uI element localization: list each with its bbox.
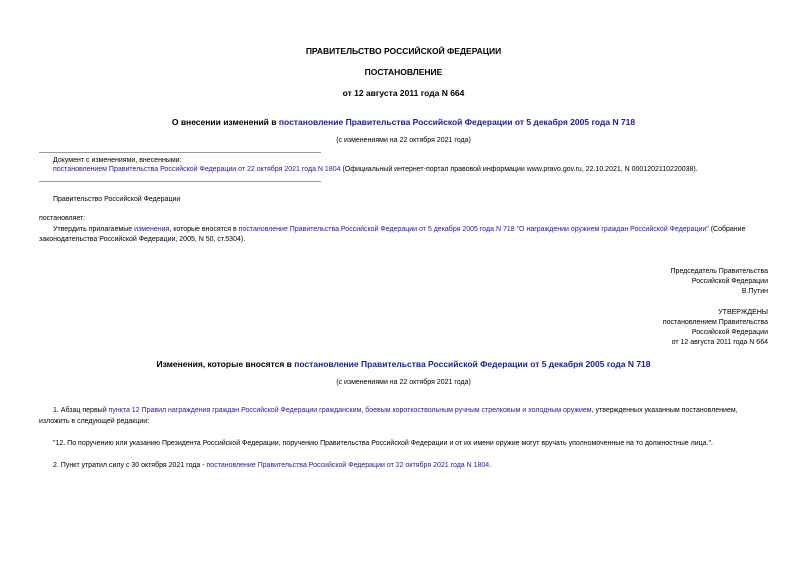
item1-line2: изложить в следующей редакции: [39,418,150,425]
item2-text-b: . [489,462,492,469]
p1-link-resolution[interactable]: постановление Правительства Российской Федерации от 5 декабря 2005 года N 718 "О награждении оружием граждан Российской Федерации" [238,226,709,233]
item1-link[interactable]: пункта 12 Правил награждения граждан Российской Федерации гражданским, боевым короткоствольным ручным стрелковым и холодным оружием [108,407,592,414]
item2 [53,462,491,469]
approved-line2: постановлением Правительства [662,319,768,326]
item2-link[interactable]: постановление Правительства Российской Федерации от 22 октября 2021 года N 1804 [206,462,490,469]
approved-line1: УТВЕРЖДЕНЫ [718,309,768,316]
approved-line4: от 12 августа 2011 года N 664 [671,339,768,346]
title-link[interactable]: постановление Правительства Российской Федерации от 5 декабря 2005 года N 718 [278,117,636,127]
resolution-para-line2: законодательства Российской Федерации, 2005, N 50, ст.5304). [39,236,246,243]
signature-line1: Председатель Правительства [670,268,768,275]
org-name: ПРАВИТЕЛЬСТВО РОССИЙСКОЙ ФЕДЕРАЦИИ [305,46,502,56]
changes-source-rest: (Официальный интернет-портал правовой информации www.pravo.gov.ru, 22.10.2021, N 0001202110220038). [340,166,698,173]
p1-text-b: , которые вносятся в [169,226,239,233]
changes-title [0,359,807,369]
changes-label: Документ с изменениями, внесенными: [53,157,182,164]
resolves-label: постановляет: [39,215,86,222]
divider-bottom [39,181,321,182]
p1-text-c: (Собрание [708,226,746,233]
divider-top [39,152,321,153]
government-label: Правительство Российской Федерации [53,196,181,203]
revision-note: (с изменениями на 22 октября 2021 года) [336,137,471,144]
item1-quote: "12. По поручению или указанию Президента Российской Федерации, поручению Правительства Российской Федерации и от их имени оружие могут вручать уполномоченные на то должностные лица.". [53,440,713,447]
signature-line3: В.Путин [741,288,768,295]
item1-text-b: , утвержденных указанным постановлением, [591,407,738,414]
item2-text-a: 2. Пункт утратил силу с 30 октября 2021 года - [53,462,207,469]
resolution-para-line1 [53,226,745,233]
p1-link-changes[interactable]: изменения [134,226,170,233]
item1-line1 [53,407,738,414]
doc-type: ПОСТАНОВЛЕНИЕ [364,67,443,77]
signature-line2: Российской Федерации [691,278,768,285]
changes-title-prefix: Изменения, которые вносятся в [156,359,295,369]
changes-source-link[interactable]: постановлением Правительства Российской Федерации от 22 октября 2021 года N 1804 [53,166,341,173]
changes-title-link[interactable]: постановление Правительства Российской Федерации от 5 декабря 2005 года N 718 [294,359,651,369]
doc-title [0,117,807,127]
approved-line3: Российской Федерации [691,329,768,336]
item1-text-a: 1. Абзац первый [53,407,109,414]
doc-date-number: от 12 августа 2011 года N 664 [342,88,465,98]
changes-source [53,166,698,173]
p1-text-a: Утвердить прилагаемые [53,226,135,233]
changes-revision-note: (с изменениями на 22 октября 2021 года) [336,379,471,386]
doc-title-prefix: О внесении изменений в [171,117,279,127]
